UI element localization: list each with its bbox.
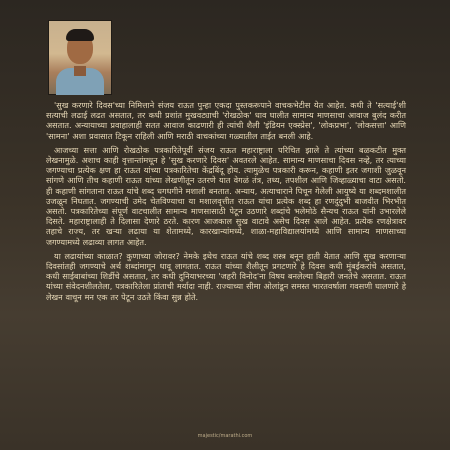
blurb-paragraph-1: 'सुख करणारे दिवस'च्या निमित्ताने संजय राऊत पुन्हा एकदा पुस्तकरूपाने वाचकभेटीस येत आहेत. कधी ते 'सत्याई'शी सत्याची लढाई लढत असतात, तर कधी प्रशांत मुखवट्याची 'रोखठोक' धाव घालीत सामान्य माणसाचा आवाज बुलंद करीत असतात. अन्यायाच्या प्रवाहालाही सतत आवाज काढणारी ही त्यांची शैली 'इंडियन एक्स्प्रेस', 'लोकप्रभा', 'लोकसत्ता' आणि 'सामना' अशा प्रवासात टिकून राहिली आणि मराठी वाचकांच्या गळ्यातील ताईत बनली आहे. bbox=[46, 100, 406, 141]
photo-hair bbox=[66, 29, 94, 41]
author-photo bbox=[48, 20, 112, 95]
blurb-paragraph-2: आजच्या सत्ता आणि रोखठोक पत्रकारितेपूर्वी संजय राऊत महाराष्ट्राला परिचित झाले ते त्यांच्या बळकटीत मुक्त लेखनामुळे. अशाच काही वृत्तान्तांमधून हे 'सुख करणारे दिवस' अवतरले आहेत. सामान्य माणसाचा दिवस नव्हे, तर त्याच्या जगण्याचा प्रत्येक क्षण हा राऊत यांच्या पत्रकारितेचा केंद्रबिंदू होय. त्यामुळेच पत्रकारी करून, कहाणी इतर जगाशी जुळवून सांगणे आणि तीच कहाणी राऊत यांच्या लेखणीतून उतरणे यात वेगळं तंत्र, तथ्य, तपशील आणि जिव्हाळ्याचा वाटा असतो. ही कहाणी सांगताना राऊत यांचे शब्द धगधगीने मशाली बनतात. अन्याय, अत्याचाराने पिचून गेलेली आयुष्ये या शब्दमशालीत उजळून निघतात. जगण्याची उमेद चेतविण्याचा या मशालवृत्तीत राऊत यांचा प्रत्येक शब्द हा रणदुंदुभी बाजवीत भिरभीत असतो. पत्रकारितेच्या संपूर्ण वाटचालीत सामान्य माणसासाठी पेटून उठणारे शब्दांचे भलेमोठे सैन्यच राऊत यांनी उभारलेले दिसते. महाराष्ट्रालाही ते दिलासा देणारे ठरते. कारण आजकाल सुख वाटावे असेच दिवस आले आहेत. प्रत्येक रणक्षेत्रावर तहाचे राज्य, तर खऱ्या लढाया या शेतामध्ये, कारखान्यांमध्ये, शाळा-महाविद्यालयांमध्ये आणि सामान्य माणसाच्या जगण्यामध्ये लढाव्या लागत आहेत. bbox=[46, 144, 406, 247]
blurb-paragraph-3: या लढायांच्या काळात? कुणाच्या जोरावर? नेमके इथेच राऊत यांचे शब्द शस्त्र बनून हाती येतात आणि सुख करणाऱ्या दिवसांतही जगण्याचे अर्थ शब्दांमागून धावू लागतात. राऊत यांच्या शैलीतून प्रगटणारे हे दिवस कधी मुंबईकरांचे असतात, कधी साईबाबांच्या शिर्डीचे असतात, तर कधी दुनियाभरच्या 'जहरी विनोद'ना विषय बनलेल्या बिहारी जनतेचे असतात. राऊत यांच्या संवेदनशीलतेला, पत्रकारितेला प्रांताची मर्यादा नाही. राज्याच्या सीमा ओलांडून समस्त भारतवर्षाला गवसणी घालणारे हे लेखन वाचून मन एक तर पेटून उठते किंवा सुन्न होते. bbox=[46, 250, 406, 302]
blurb-text bbox=[46, 100, 406, 302]
footer-site: majestic/marathi.com bbox=[197, 433, 253, 439]
photo-collar bbox=[74, 66, 86, 76]
